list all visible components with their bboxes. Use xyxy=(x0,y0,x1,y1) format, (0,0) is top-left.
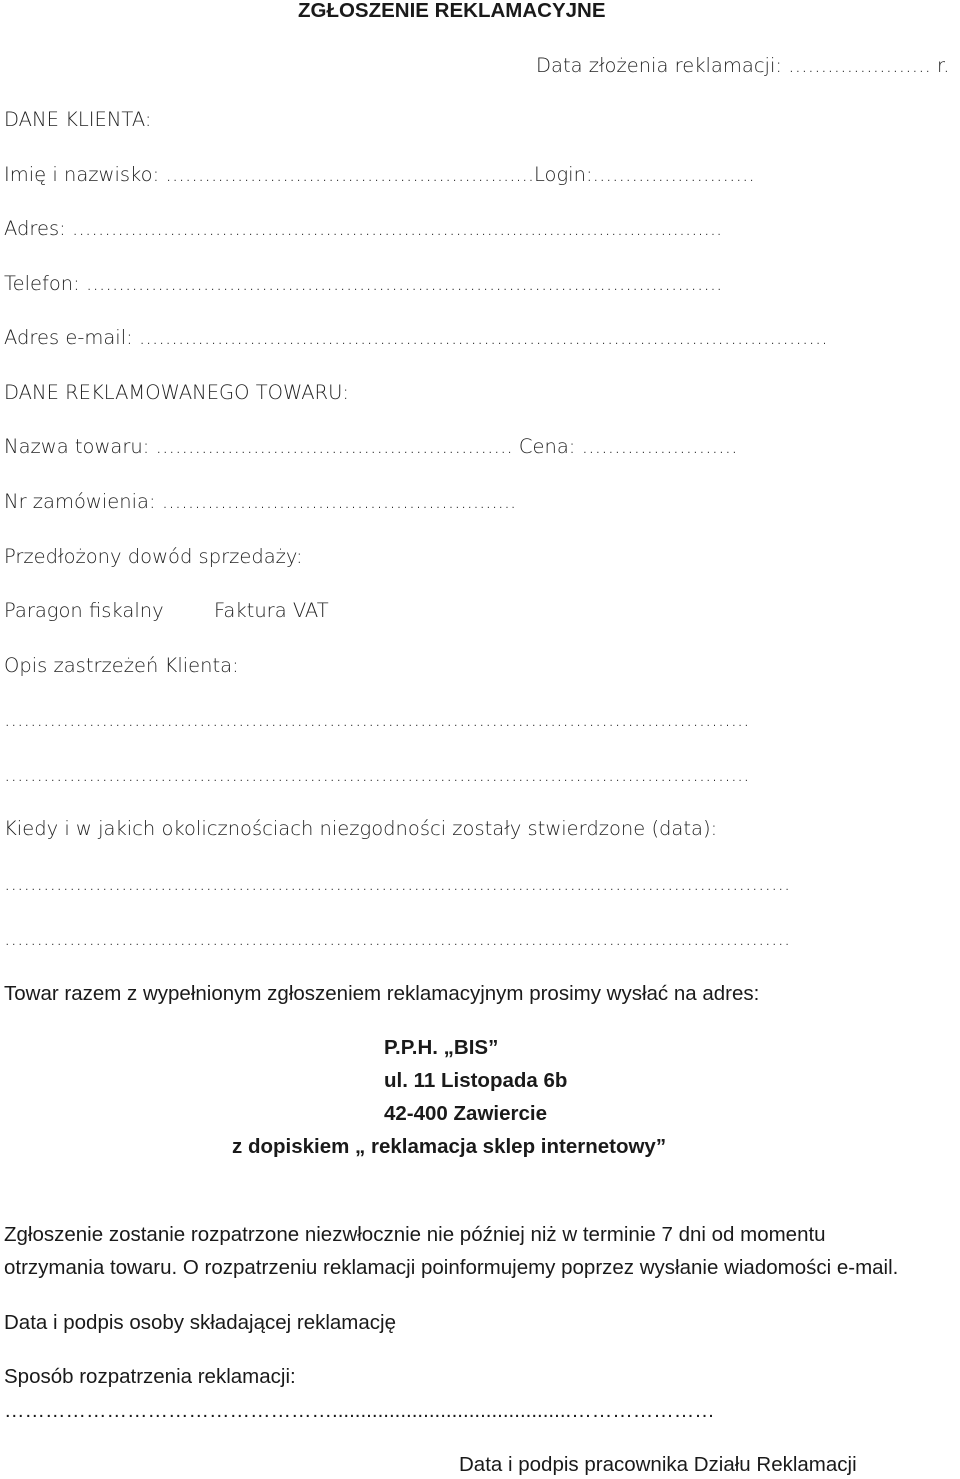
shipping-instruction: Towar razem z wypełnionym zgłoszeniem reklamacyjnym prosimy wysłać na adres: xyxy=(4,982,760,1005)
invoice-option[interactable]: Faktura VAT xyxy=(214,599,329,622)
circumstances-line-1[interactable]: …………………………………………………………………………………………………………. xyxy=(4,872,791,895)
shipping-note: z dopiskiem „ reklamacja sklep internetowy” xyxy=(232,1135,667,1158)
resolution-label: Sposób rozpatrzenia reklamacji: xyxy=(4,1365,296,1388)
address-field[interactable]: Adres: …………………………………………………….......................................... xyxy=(4,217,723,240)
client-signature-label: Data i podpis osoby składającej reklamację xyxy=(4,1311,396,1334)
phone-field[interactable]: Telefon: …………………………………………………………………………………….. xyxy=(4,272,723,295)
receipt-option[interactable]: Paragon fiskalny xyxy=(4,599,164,622)
resolution-line[interactable]: …………………………………………..........................................………………… xyxy=(4,1399,715,1422)
staff-signature-label: Data i podpis pracownika Działu Reklamacji xyxy=(459,1453,857,1476)
circumstances-label: Kiedy i w jakich okolicznościach niezgodności zostały stwierdzone (data): xyxy=(4,817,718,840)
client-section-heading: DANE KLIENTA: xyxy=(4,108,152,131)
shipping-street: ul. 11 Listopada 6b xyxy=(384,1069,568,1092)
processing-info-line-1: Zgłoszenie zostanie rozpatrzone niezwłocznie nie później niż w terminie 7 dni od momentu xyxy=(4,1223,826,1246)
product-name-price-field[interactable]: Nazwa towaru: ………………………………………………. Cena: …………………… xyxy=(4,435,738,458)
submission-date-field[interactable]: Data złożenia reklamacji: …………………. r. xyxy=(536,54,950,77)
processing-info-line-2: otrzymania towaru. O rozpatrzeniu reklamacji poinformujemy poprzez wysłanie wiadomości e-mail. xyxy=(4,1256,899,1279)
description-line-1[interactable]: …………………………………………………………………………..…………………..…... xyxy=(4,708,750,731)
shipping-city: 42-400 Zawiercie xyxy=(384,1102,547,1125)
product-section-heading: DANE REKLAMOWANEGO TOWARU: xyxy=(4,381,349,404)
description-line-2[interactable]: …………………………………………………………………………..…………………..…... xyxy=(4,763,750,786)
circumstances-line-2[interactable]: …………………………………………………………………………………………………………. xyxy=(4,927,791,950)
proof-of-sale-label: Przedłożony dowód sprzedaży: xyxy=(4,545,303,568)
order-number-field[interactable]: Nr zamówienia: ……………………………………….......... xyxy=(4,490,517,513)
form-title: ZGŁOSZENIE REKLAMACYJNE xyxy=(298,0,606,22)
description-label: Opis zastrzeżeń Klienta: xyxy=(4,654,239,677)
name-login-field[interactable]: Imię i nazwisko: ……………………………………………......Login:……………………. xyxy=(4,163,755,186)
shipping-company: P.P.H. „BIS” xyxy=(384,1036,499,1059)
email-field[interactable]: Adres e-mail: ……………………………………………………………………………………………. xyxy=(4,326,828,349)
